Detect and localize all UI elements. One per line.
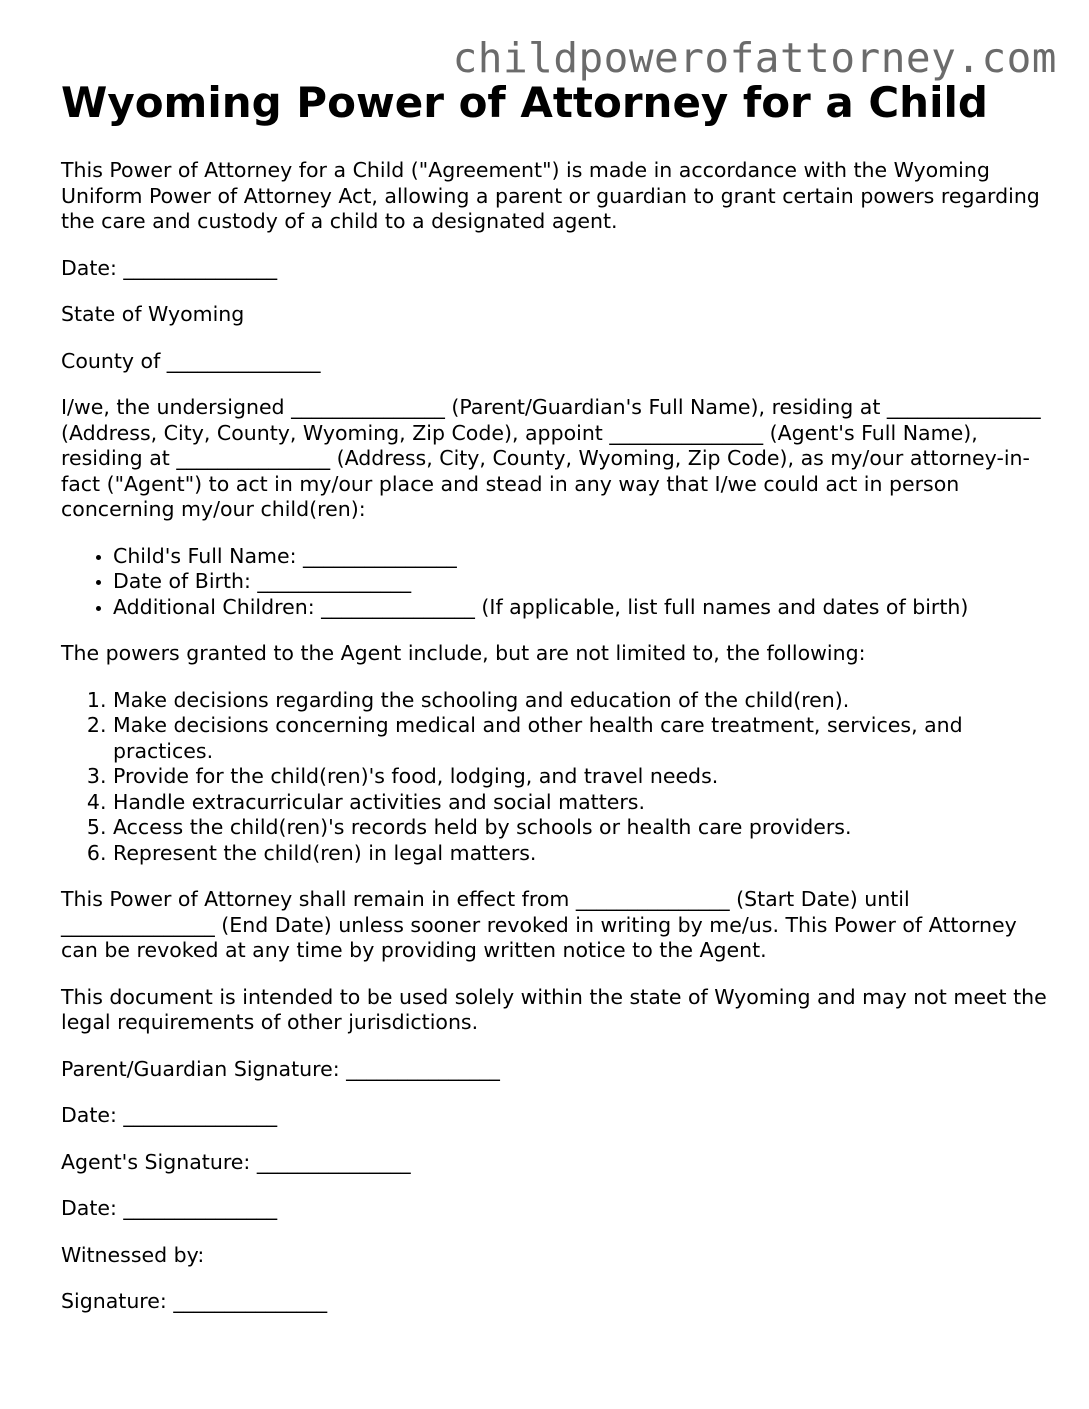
powers-list bbox=[61, 688, 1051, 867]
agent-signature-line: Agent's Signature: _______________ bbox=[61, 1149, 411, 1174]
parent-date-line: Date: _______________ bbox=[61, 1103, 278, 1127]
parent-signature-line: Parent/Guardian Signature: _______________ bbox=[61, 1056, 500, 1081]
witness-signature-line: Signature: _______________ bbox=[61, 1289, 328, 1313]
duration-paragraph: This Power of Attorney shall remain in effect from _______________ (Start Date) until _______________ (End Date) unless sooner revoked in writing by me/us. This Power of Attorney can be revoked at any time by providing written notice to the Agent. bbox=[61, 887, 1017, 962]
list-item: • Additional Children: _______________ (If applicable, list full names and dates of birth) bbox=[113, 595, 1051, 621]
intro-paragraph: This Power of Attorney for a Child ("Agreement") is made in accordance with the Wyoming Uniform Power of Attorney Act, allowing a parent or guardian to grant certain powers regarding the care and custody of a child to a designated agent. bbox=[61, 158, 1040, 233]
witnessed-by-label: Witnessed by: bbox=[61, 1242, 205, 1267]
county-line: County of _______________ bbox=[61, 348, 321, 373]
document-body bbox=[61, 76, 1051, 1336]
appointment-paragraph: I/we, the undersigned _______________ (Parent/Guardian's Full Name), residing at _______________ (Address, City, County, Wyoming, Zip Code), appoint _______________ (Agent's Full Name), residing at _______________ (Address, City, County, Wyoming, Zip Code), as my/our attorney-in-fact ("Agent") to act in my/our place and stead in any way that I/we could act in person concerning my/our child(ren): bbox=[61, 395, 1041, 521]
list-item: 3. Provide for the child(ren)'s food, lodging, and travel needs. bbox=[113, 764, 1051, 790]
jurisdiction-paragraph: This document is intended to be used solely within the state of Wyoming and may not meet the legal requirements of other jurisdictions. bbox=[61, 984, 1047, 1034]
list-item: 4. Handle extracurricular activities and social matters. bbox=[113, 790, 1051, 816]
document-title: Wyoming Power of Attorney for a Child bbox=[61, 78, 988, 127]
list-item: 6. Represent the child(ren) in legal matters. bbox=[113, 841, 1051, 867]
state-line: State of Wyoming bbox=[61, 302, 245, 326]
site-watermark: childpowerofattorney.com bbox=[452, 34, 1057, 82]
powers-intro: The powers granted to the Agent include, but are not limited to, the following: bbox=[61, 641, 866, 665]
list-item: 2. Make decisions concerning medical and other health care treatment, services, and practices. bbox=[113, 713, 1051, 764]
list-item: • Date of Birth: _______________ bbox=[113, 569, 1051, 595]
list-item: 1. Make decisions regarding the schooling and education of the child(ren). bbox=[113, 688, 1051, 714]
children-list bbox=[61, 544, 1051, 621]
list-item: • Child's Full Name: _______________ bbox=[113, 544, 1051, 570]
list-item: 5. Access the child(ren)'s records held by schools or health care providers. bbox=[113, 815, 1051, 841]
agent-date-line: Date: _______________ bbox=[61, 1196, 278, 1220]
date-line: Date: _______________ bbox=[61, 255, 278, 280]
